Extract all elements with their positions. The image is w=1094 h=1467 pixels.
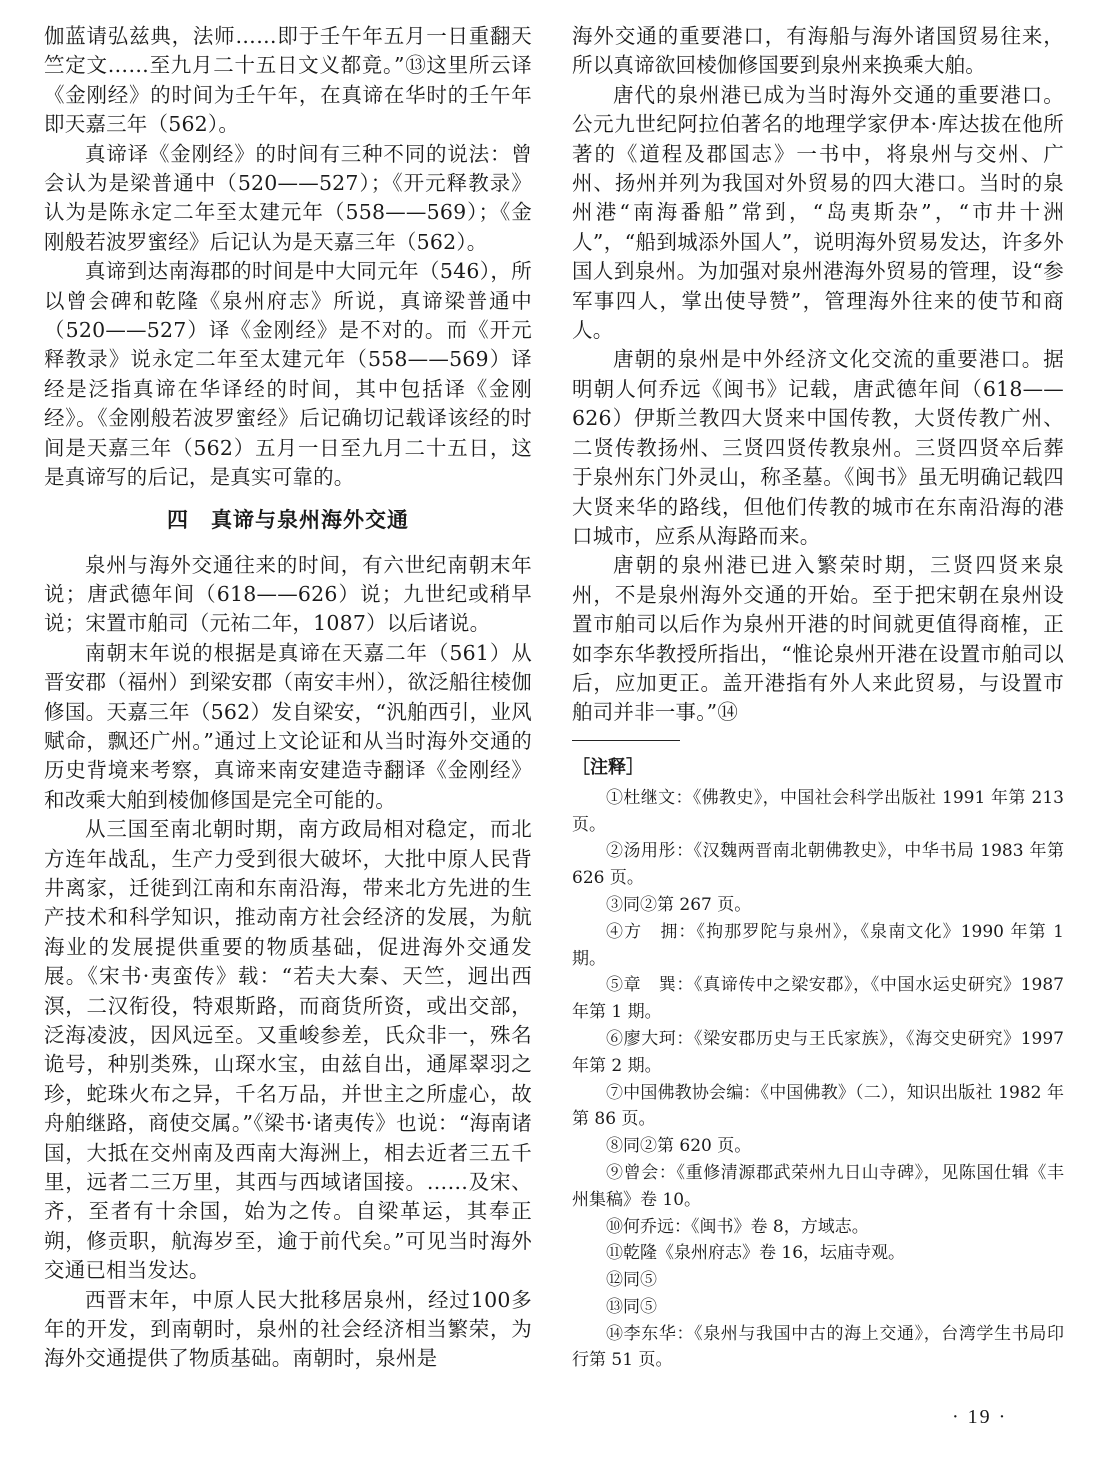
footnote: ③同②第 267 页。 — [606, 894, 752, 915]
footnote: ⑭李东华：《泉州与我国中古的海上交通》，台湾学生书局印行第 51 页。 — [572, 1323, 1064, 1371]
paragraph: 从三国至南北朝时期，南方政局相对稳定，而北方连年战乱，生产力受到很大破坏，大批中原人民背井离家，迁徙到江南和东南沿海，带来北方先进的生产技术和科学知识，推动南方社会经济的发展，为航海业的发展提供重要的物质基础，促进海外交通发展。《宋书·夷蛮传》载：“若夫大秦、天竺，迥出西溟，二汉衔役，特艰斯路，而商货所资，或出交部，泛海凌波，因风远至。又重峻参差，氏众非一，殊名诡号，种别类殊，山琛水宝，由兹自出，通犀翠羽之珍，蛇珠火布之异，千名万品，并世主之所虚心，故舟舶继路，商使交属。”《梁书·诸夷传》也说：“海南诸国，大抵在交州南及西南大海洲上，相去近者三五千里，远者二三万里，其西与西域诸国接。……及宋、齐，至者有十余国，始为之传。自梁革运，其奉正朔，修贡职，航海岁至，逾于前代矣。”可见当时海外交通已相当发达。 — [44, 817, 532, 1283]
footnote: ⑬同⑤ — [606, 1296, 657, 1317]
paragraph: 唐朝的泉州港已进入繁荣时期，三贤四贤来泉州，不是泉州海外交通的开始。至于把宋朝在泉州设置市舶司以后作为泉州开港的时间就更值得商榷，正如李东华教授所指出，“惟论泉州开港在设置市舶司以后，应加更正。盖开港指有外人来此贸易，与设置市舶司并非一事。”⑭ — [572, 553, 1064, 725]
footnote: ⑫同⑤ — [606, 1270, 657, 1291]
footnote: ⑨曾会：《重修清源郡武荣州九日山寺碑》，见陈国仕辑《丰州集稿》卷 10。 — [572, 1162, 1064, 1210]
footnote: ②汤用彤：《汉魏两晋南北朝佛教史》，中华书局 1983 年第 626 页。 — [572, 841, 1064, 889]
footnote: ⑩何乔远：《闽书》卷 8，方域志。 — [606, 1216, 869, 1237]
footnote-divider — [572, 740, 680, 741]
notes-heading: ［注释］ — [572, 756, 644, 778]
footnote: ①杜继文：《佛教史》，中国社会科学出版社 1991 年第 213 页。 — [572, 787, 1064, 835]
paragraph: 泉州与海外交通往来的时间，有六世纪南朝末年说；唐武德年间（618——626）说；九世纪或稍早说；宋置市舶司（元祐二年，1087）以后诸说。 — [44, 552, 532, 636]
footnote: ⑥廖大珂：《梁安郡历史与王氏家族》，《海交史研究》1997 年第 2 期。 — [572, 1028, 1064, 1076]
footnote: ⑪乾隆《泉州府志》卷 16，坛庙寺观。 — [606, 1243, 906, 1264]
paragraph: 唐代的泉州港已成为当时海外交通的重要港口。公元九世纪阿拉伯著名的地理学家伊本·库达拔在他所著的《道程及郡国志》一书中，将泉州与交州、广州、扬州并列为我国对外贸易的四大港口。当时的泉州港“南海番船”常到，“岛夷斯杂”，“市井十洲人”，“船到城添外国人”，说明海外贸易发达，许多外国人到泉州。为加强对泉州港海外贸易的管理，设“参军事四人，掌出使导赞”，管理海外往来的使节和商人。 — [572, 82, 1064, 343]
footnote: ⑤章 巽：《真谛传中之梁安郡》，《中国水运史研究》1987 年第 1 期。 — [572, 975, 1064, 1023]
footnote: ⑦中国佛教协会编：《中国佛教》（二），知识出版社 1982 年第 86 页。 — [572, 1082, 1064, 1130]
paragraph: 唐朝的泉州是中外经济文化交流的重要港口。据明朝人何乔远《闽书》记载，唐武德年间（618——626）伊斯兰教四大贤来中国传教，大贤传教广州、二贤传教扬州、三贤四贤传教泉州。三贤四贤卒后葬于泉州东门外灵山，称圣墓。《闽书》虽无明确记载四大贤来华的路线，但他们传教的城市在东南沿海的港口城市，应系从海路而来。 — [572, 347, 1064, 548]
left-column — [44, 22, 532, 1374]
paragraph: 真谛到达南海郡的时间是中大同元年（546），所以曾会碑和乾隆《泉州府志》所说，真谛梁普通中（520——527）译《金刚经》是不对的。而《开元释教录》说永定二年至太建元年（558——569）译经是泛指真谛在华译经的时间，其中包括译《金刚经》。《金刚般若波罗蜜经》后记确切记载译该经的时间是天嘉三年（562）五月一日至九月二十五日，这是真谛写的后记，是真实可靠的。 — [44, 259, 532, 490]
paragraph: 南朝末年说的根据是真谛在天嘉二年（561）从晋安郡（福州）到梁安郡（南安丰州），欲泛船往棱伽修国。天嘉三年（562）发自梁安，“汎舶西引，业风赋命，飘还广州。”通过上文论证和从当时海外交通的历史背境来考察，真谛来南安建造寺翻译《金刚经》和改乘大舶到棱伽修国是完全可能的。 — [44, 640, 532, 812]
section-heading: 四 真谛与泉州海外交通 — [167, 507, 409, 532]
footnote: ④方 拥：《拘那罗陀与泉州》，《泉南文化》1990 年第 1 期。 — [572, 921, 1064, 969]
paragraph: 海外交通的重要港口，有海船与海外诸国贸易往来，所以真谛欲回棱伽修国要到泉州来换乘大舶。 — [572, 24, 1064, 78]
right-column — [572, 22, 1064, 1374]
footnote: ⑧同②第 620 页。 — [606, 1136, 752, 1157]
page-number: · 19 · — [952, 1406, 1008, 1428]
paragraph: 真谛译《金刚经》的时间有三种不同的说法：曾会认为是梁普通中（520——527）；《开元释教录》认为是陈永定二年至太建元年（558——569）；《金刚般若波罗蜜经》后记认为是天嘉三年（562）。 — [44, 141, 532, 254]
paragraph: 伽蓝请弘兹典，法师……即于壬午年五月一日重翻天竺定文……至九月二十五日文义都竟。”⑬这里所云译《金刚经》的时间为壬午年，在真谛在华时的壬午年即天嘉三年（562）。 — [44, 24, 532, 137]
paragraph: 西晋末年，中原人民大批移居泉州，经过100多年的开发，到南朝时，泉州的社会经济相当繁荣，为海外交通提供了物质基础。南朝时，泉州是 — [44, 1287, 532, 1371]
